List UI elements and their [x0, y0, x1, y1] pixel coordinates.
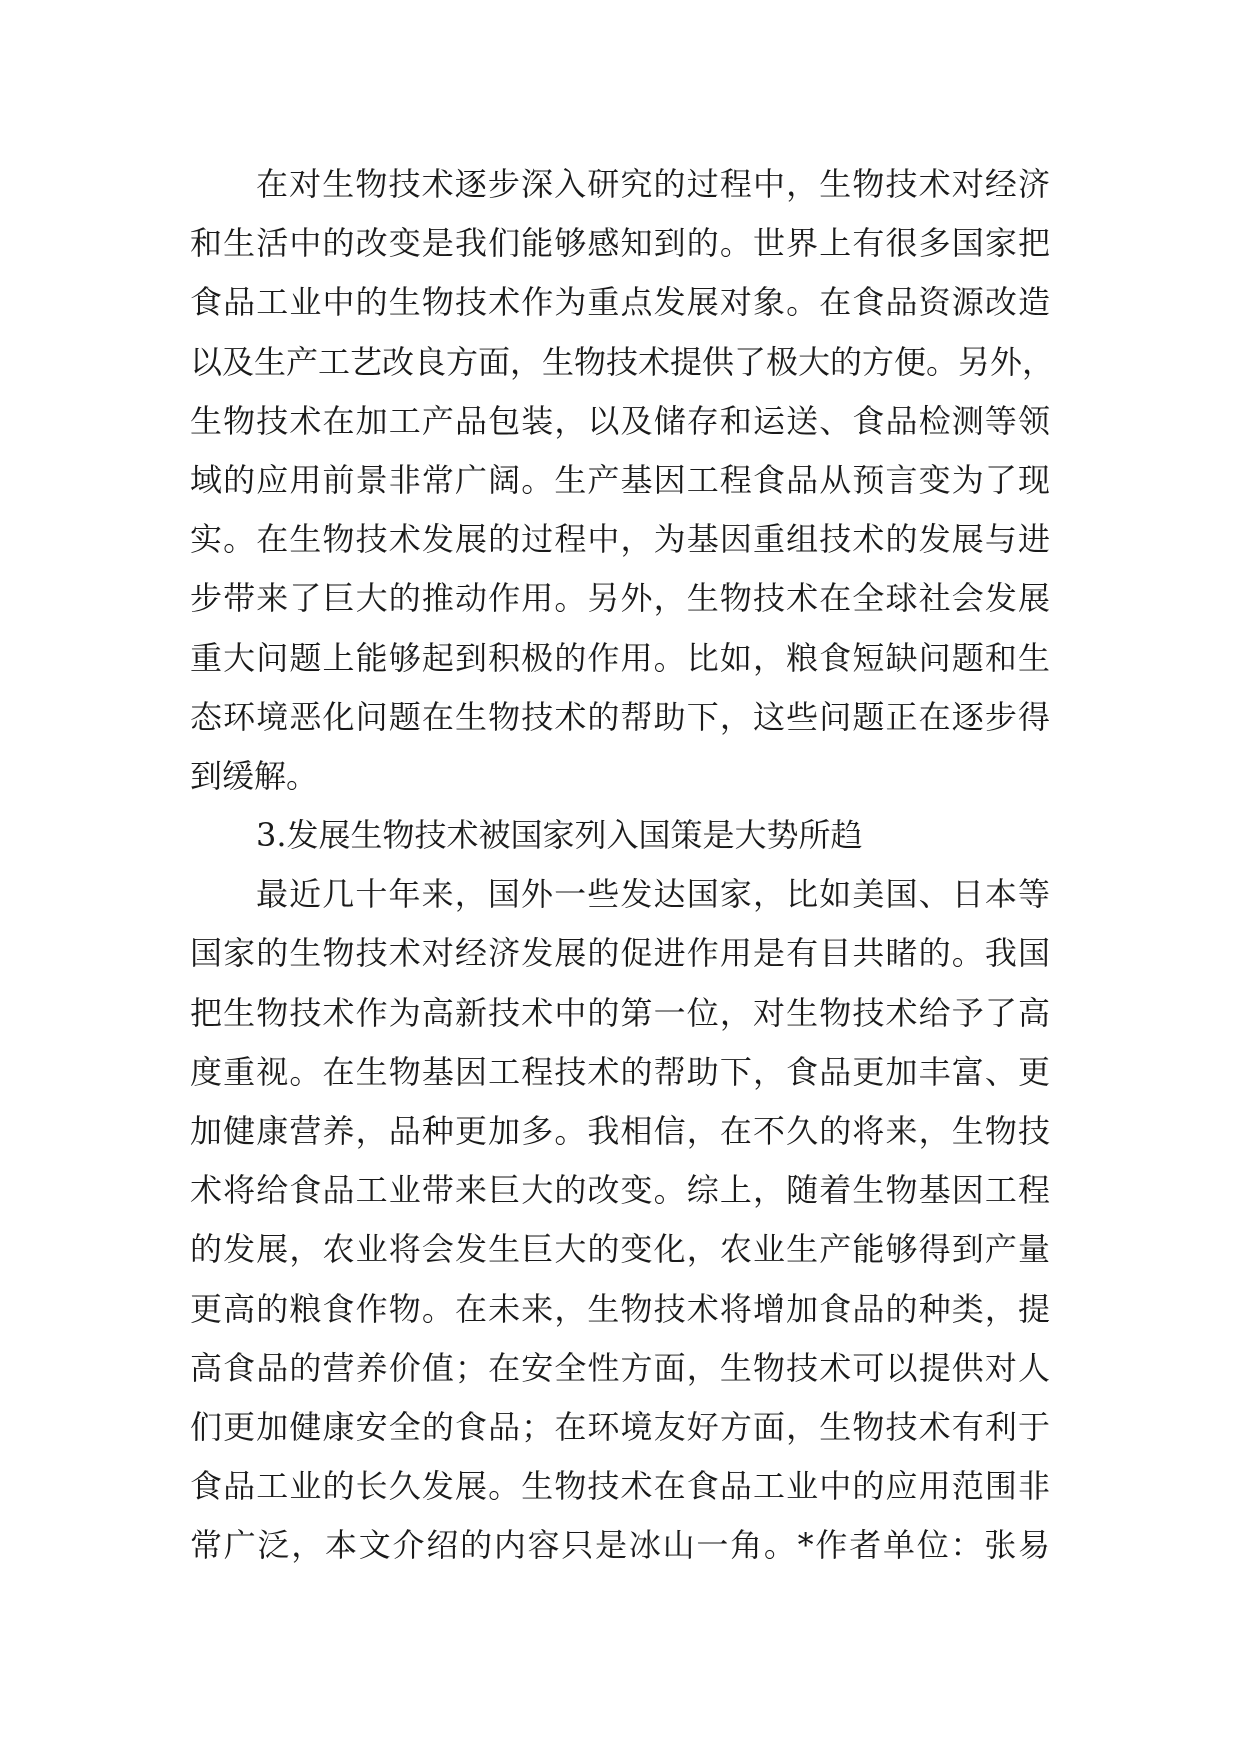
paragraph-1-line: 以及生产工艺改良方面，生物技术提供了极大的方便。另外，: [190, 342, 1055, 381]
paragraph-1-line: 域的应用前景非常广阔。生产基因工程食品从预言变为了现: [190, 460, 1050, 499]
paragraph-2-line: 国家的生物技术对经济发展的促进作用是有目共睹的。我国: [190, 934, 1050, 973]
paragraph-1-line: 步带来了巨大的推动作用。另外，生物技术在全球社会发展: [190, 579, 1050, 618]
paragraph-1-line: 生物技术在加工产品包装，以及储存和运送、食品检测等领: [190, 401, 1050, 440]
paragraph-2-line: 的发展，农业将会发生巨大的变化，农业生产能够得到产量: [190, 1230, 1050, 1269]
paragraph-1-line: 态环境恶化问题在生物技术的帮助下，这些问题正在逐步得: [190, 697, 1050, 736]
paragraph-1-line: 食品工业中的生物技术作为重点发展对象。在食品资源改造: [190, 283, 1050, 322]
paragraph-2-line: 更高的粮食作物。在未来，生物技术将增加食品的种类，提: [190, 1289, 1050, 1328]
paragraph-1-line: 重大问题上能够起到积极的作用。比如，粮食短缺问题和生: [190, 638, 1050, 677]
paragraph-2-line: 加健康营养，品种更加多。我相信，在不久的将来，生物技: [190, 1112, 1050, 1150]
paragraph-2-line: 食品工业的长久发展。生物技术在食品工业中的应用范围非: [190, 1467, 1050, 1506]
paragraph-2-line: 常广泛，本文介绍的内容只是冰山一角。*作者单位：张易: [190, 1526, 1050, 1565]
paragraph-2-line: 高食品的营养价值；在安全性方面，生物技术可以提供对人: [190, 1348, 1050, 1387]
paragraph-1-line: 到缓解。: [190, 756, 319, 795]
paragraph-2-line: 术将给食品工业带来巨大的改变。综上，随着生物基因工程: [190, 1171, 1050, 1210]
paragraph-2-line: 把生物技术作为高新技术中的第一位，对生物技术给予了高: [190, 993, 1050, 1032]
paragraph-1-line: 实。在生物技术发展的过程中，为基因重组技术的发展与进: [190, 520, 1050, 559]
paragraph-2-line: 度重视。在生物基因工程技术的帮助下，食品更加丰富、更: [190, 1052, 1050, 1091]
paragraph-1-line: 在对生物技术逐步深入研究的过程中，生物技术对经济: [256, 165, 1050, 203]
paragraph-2-line: 最近几十年来，国外一些发达国家，比如美国、日本等: [256, 875, 1050, 914]
paragraph-2-line: 们更加健康安全的食品；在环境友好方面，生物技术有利于: [190, 1407, 1050, 1446]
section-heading: 3.发展生物技术被国家列入国策是大势所趋: [256, 816, 863, 855]
document-body: [190, 155, 1055, 1576]
paragraph-1-line: 和生活中的改变是我们能够感知到的。世界上有很多国家把: [190, 224, 1050, 263]
